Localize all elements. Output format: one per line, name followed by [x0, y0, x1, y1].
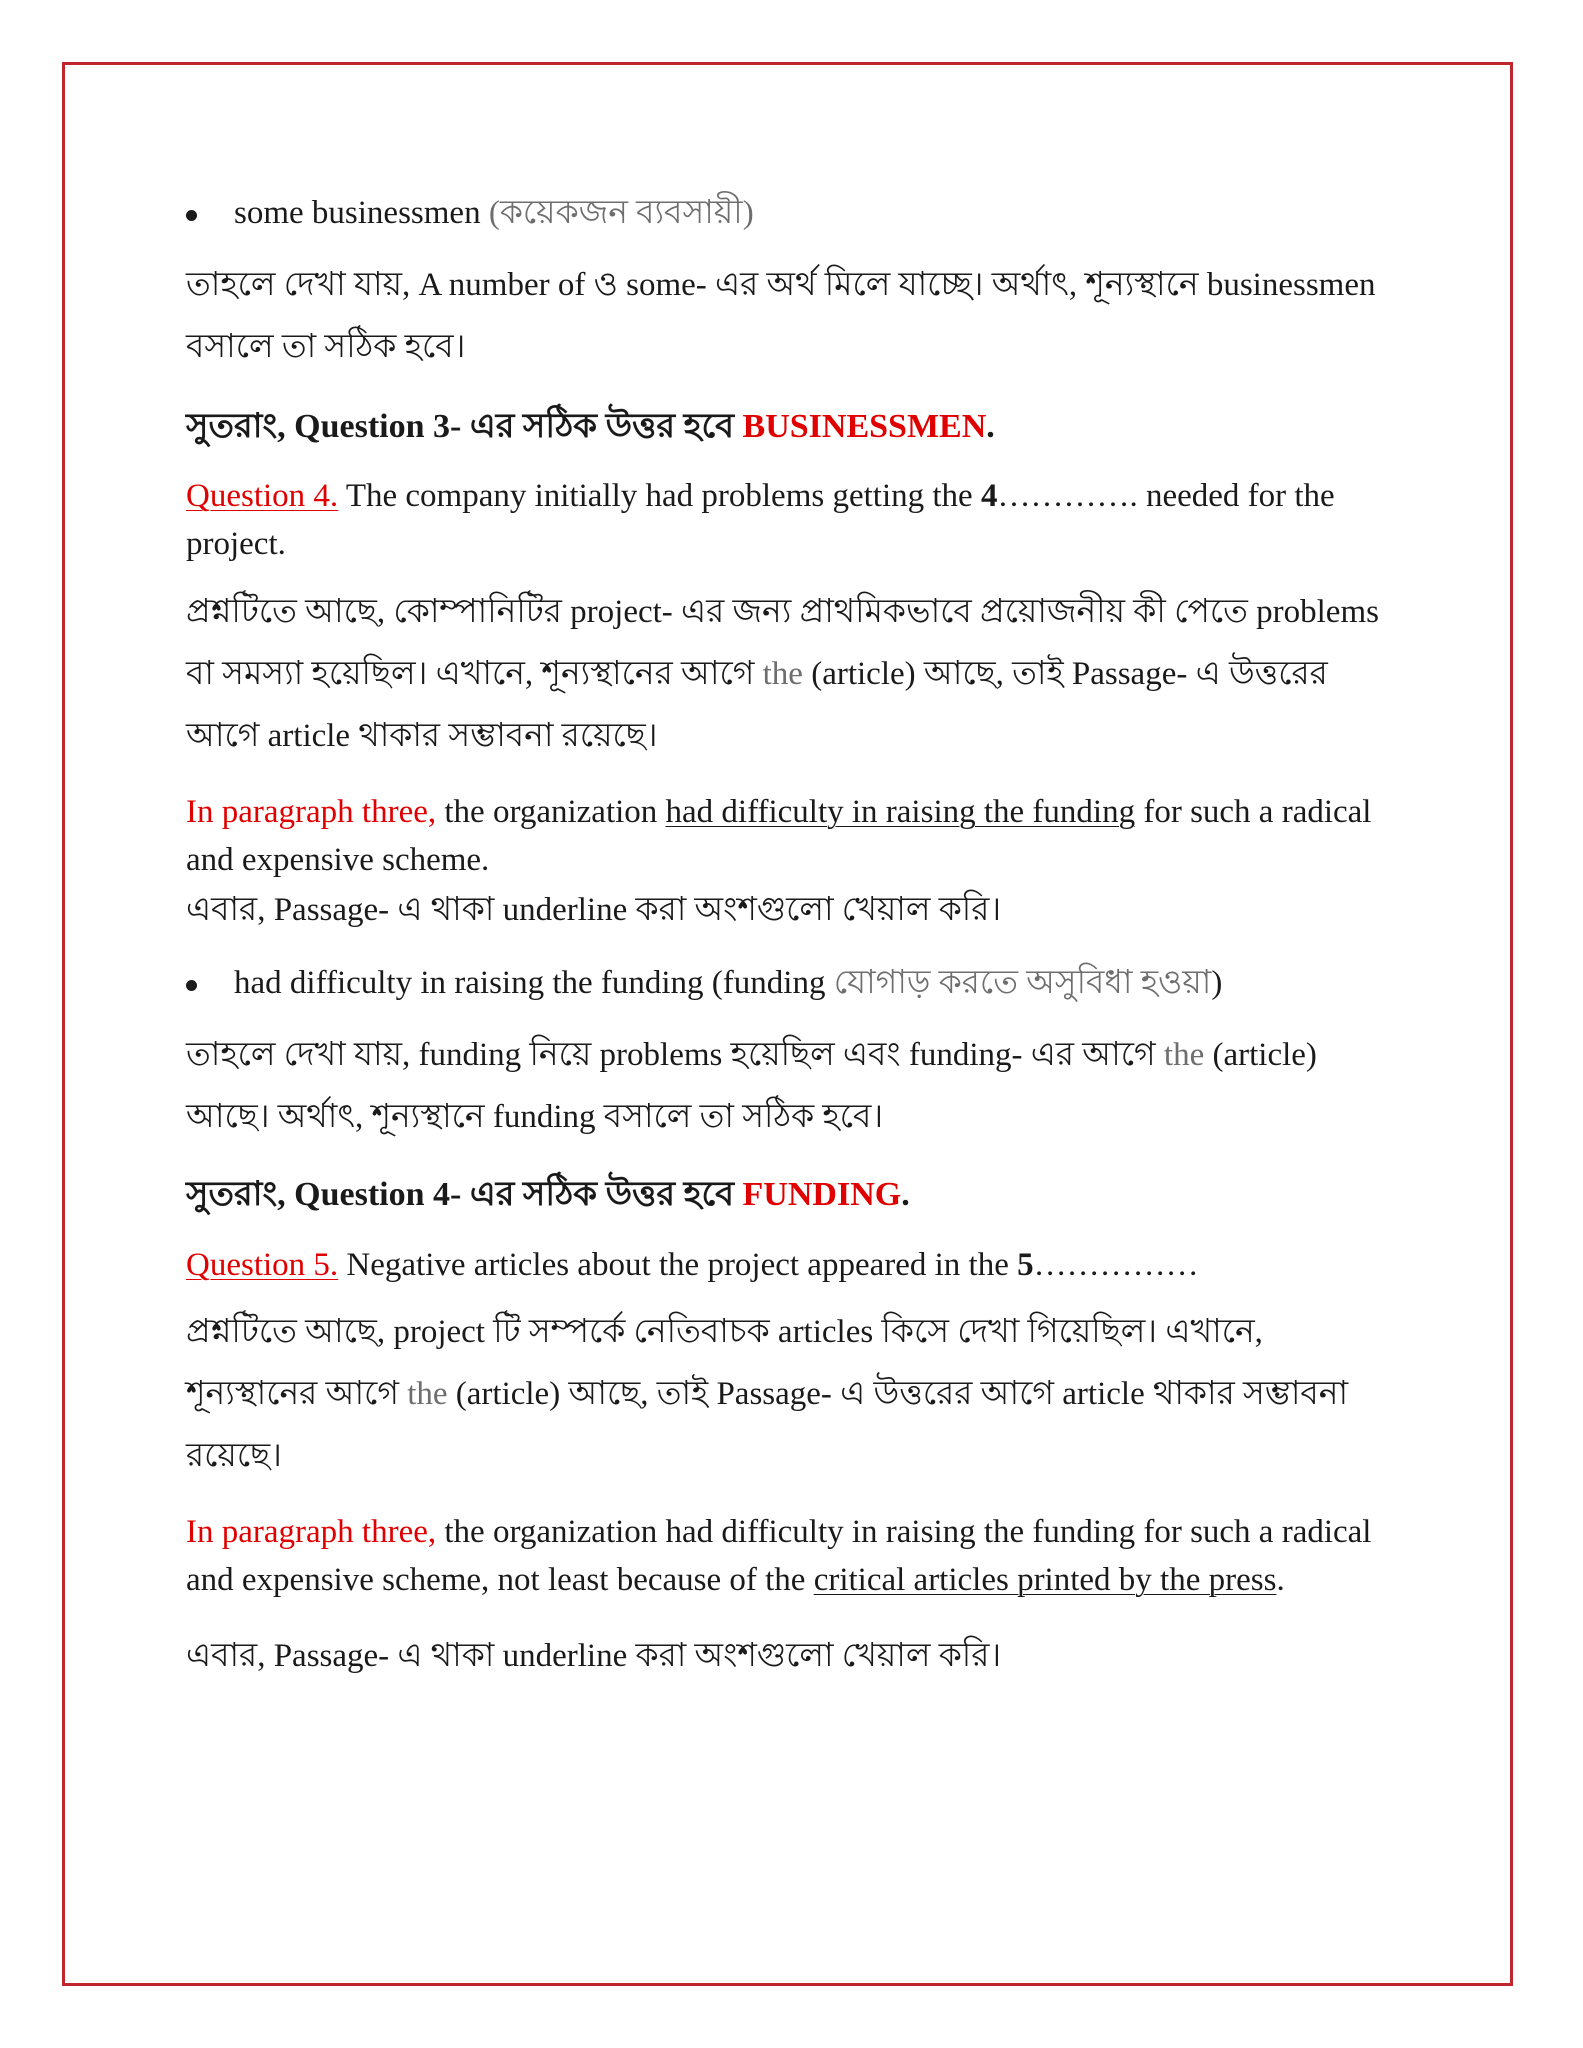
bullet-text: had difficulty in raising the funding (funding — [234, 965, 834, 1002]
bullet-text: some businessmen — [234, 195, 481, 231]
english-text: article — [267, 717, 359, 754]
bangla-text: প্রশ্নটিতে আছে, — [186, 1314, 394, 1351]
english-text: underline — [502, 891, 636, 928]
question-text: Negative articles about the project appeared in the — [338, 1246, 1018, 1283]
passage-text: the organization — [436, 793, 666, 830]
english-text: problems — [599, 1037, 731, 1074]
bangla-text: কিসে দেখা গিয়েছিল। এখানে, — [881, 1314, 1263, 1351]
english-text: funding — [492, 1099, 604, 1136]
bangla-text: থাকার সম্ভাবনা — [1152, 1376, 1349, 1413]
paragraph-reference: In paragraph three, — [186, 793, 437, 830]
bangla-text: এ উত্তরের — [1195, 655, 1328, 692]
question-text: …………. needed for the project. — [186, 478, 1335, 562]
english-text: Passage- — [1071, 655, 1196, 692]
bangla-text: সুতরাং, — [186, 407, 295, 445]
english-text: problems — [1256, 593, 1379, 630]
question-label: Question 4. — [186, 478, 339, 515]
paragraph-reference: In paragraph three, — [186, 1514, 437, 1551]
english-text: funding- — [908, 1037, 1031, 1074]
bullet-translation: যোগাড় করতে অসুবিধা হওয়া — [833, 965, 1212, 1002]
bangla-text: এর সঠিক উত্তর হবে — [469, 1176, 743, 1214]
note-line — [186, 1633, 1401, 1681]
passage-text: for such a radical and expensive scheme. — [186, 793, 1372, 878]
article-word: the — [407, 1376, 448, 1413]
question-label: Question 5. — [186, 1246, 339, 1283]
bullet-dot — [186, 980, 197, 991]
explanation-paragraph — [186, 1024, 1401, 1148]
bangla-text: নিয়ে — [529, 1037, 600, 1074]
bullet-item — [186, 190, 1401, 238]
question-text: The company initially had problems getting the — [338, 478, 981, 515]
english-text: (article) — [802, 655, 924, 692]
underlined-phrase: critical articles printed by the press — [813, 1562, 1277, 1599]
bangla-text: টি সম্পর্কে নেতিবাচক — [493, 1314, 778, 1351]
bangla-text: এ থাকা — [397, 891, 503, 928]
english-text: A number of — [418, 266, 586, 303]
bangla-text: বা সমস্যা হয়েছিল। এখানে, শূন্যস্থানের আগে — [186, 655, 763, 692]
punctuation: . — [901, 1176, 910, 1214]
bangla-text: বসালে তা সঠিক হবে। — [186, 328, 466, 365]
bangla-text: আছে, তাই — [923, 655, 1072, 692]
passage-quote — [186, 789, 1401, 885]
bangla-text: সুতরাং, — [186, 1176, 295, 1214]
passage-quote — [186, 1509, 1401, 1605]
english-text: project — [393, 1314, 494, 1351]
question-prompt — [186, 473, 1401, 569]
bangla-text: করা অংশগুলো খেয়াল করি। — [635, 1638, 1002, 1675]
english-text: businessmen — [1206, 266, 1376, 303]
question-ref: Question 3- — [294, 407, 470, 445]
english-text: project- — [570, 593, 682, 630]
bullet-dot — [186, 210, 197, 221]
bangla-text: এর সঠিক উত্তর হবে — [469, 407, 743, 445]
underlined-phrase: had difficulty in raising the funding — [665, 793, 1136, 830]
bangla-text: থাকার সম্ভাবনা রয়েছে। — [358, 717, 658, 754]
question-text: …………… — [1033, 1246, 1199, 1283]
question-prompt — [186, 1242, 1401, 1290]
explanation-paragraph — [186, 254, 1401, 378]
bangla-text: এ উত্তরের আগে — [840, 1376, 1063, 1413]
punctuation: . — [986, 407, 995, 445]
document-content — [186, 190, 1401, 1681]
bangla-text: আগে — [186, 717, 268, 754]
english-text: funding — [418, 1037, 530, 1074]
bullet-translation: (কয়েকজন ব্যবসায়ী) — [488, 195, 754, 231]
blank-number: 4 — [980, 478, 998, 515]
passage-text: the organization had difficulty in raising the funding for such a radical and expensive scheme, not least because of the — [186, 1514, 1372, 1599]
english-text: underline — [502, 1638, 636, 1675]
bangla-text: আছে। অর্থাৎ, শূন্যস্থানে — [186, 1099, 493, 1136]
bangla-text: এর অর্থ মিলে যাচ্ছে। অর্থাৎ, শূন্যস্থানে — [715, 266, 1207, 303]
answer-word: FUNDING — [742, 1176, 902, 1214]
english-text: Passage- — [716, 1376, 841, 1413]
english-text: article — [1062, 1376, 1153, 1413]
question-ref: Question 4- — [294, 1176, 470, 1214]
blank-number: 5 — [1017, 1246, 1034, 1283]
english-text: articles — [777, 1314, 882, 1351]
answer-word: BUSINESSMEN — [742, 407, 987, 445]
english-text: (article) — [1204, 1037, 1317, 1074]
bangla-text: রয়েছে। — [186, 1438, 282, 1475]
explanation-paragraph — [186, 1301, 1401, 1487]
bangla-text: এ থাকা — [397, 1638, 503, 1675]
article-word: the — [762, 655, 803, 692]
article-word: the — [1163, 1037, 1205, 1074]
bullet-item — [186, 960, 1401, 1008]
english-text: (article) — [447, 1376, 569, 1413]
english-text: some- — [626, 266, 716, 303]
answer-line — [186, 1170, 1401, 1219]
bangla-text: ও — [585, 266, 627, 303]
english-text: Passage- — [273, 891, 398, 928]
bangla-text: শূন্যস্থানের আগে — [186, 1376, 408, 1413]
bangla-text: এবার, — [186, 891, 274, 928]
bangla-text: এবার, — [186, 1638, 274, 1675]
punctuation: . — [1276, 1562, 1285, 1599]
bangla-text: বসালে তা সঠিক হবে। — [603, 1099, 884, 1136]
explanation-paragraph — [186, 581, 1401, 767]
bangla-text: আছে, তাই — [568, 1376, 717, 1413]
bangla-text: তাহলে দেখা যায়, — [186, 266, 419, 303]
bangla-text: এর আগে — [1030, 1037, 1164, 1074]
bangla-text: প্রশ্নটিতে আছে, কোম্পানিটির — [186, 593, 571, 630]
answer-line — [186, 402, 1401, 451]
bangla-text: হয়েছিল এবং — [730, 1037, 909, 1074]
bangla-text: এর জন্য প্রাথমিকভাবে প্রয়োজনীয় কী পেতে — [681, 593, 1257, 630]
bangla-text: করা অংশগুলো খেয়াল করি। — [635, 891, 1002, 928]
english-text: Passage- — [273, 1638, 398, 1675]
punctuation: ) — [1211, 965, 1223, 1002]
note-line — [186, 887, 1401, 935]
bangla-text: তাহলে দেখা যায়, — [186, 1037, 419, 1074]
